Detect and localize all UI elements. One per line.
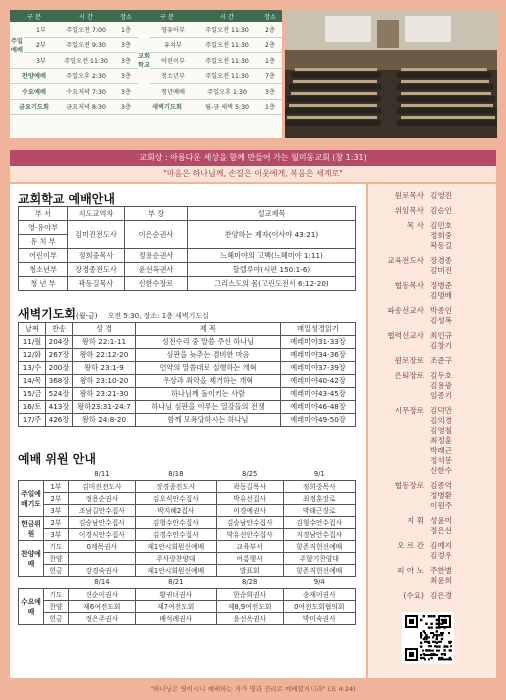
duty-row: [19, 516, 356, 528]
church-motto: "마음은 하나님께, 손길은 이웃에게, 복음은 세계로": [10, 166, 496, 182]
dawn-bible: 왕하 23:1-9: [73, 362, 136, 375]
schedule-place: 7층: [258, 68, 282, 84]
dawn-read: 예레미야34-36장: [281, 349, 356, 362]
duty-date: 8/18: [168, 469, 184, 478]
dawn-bible: 왕하23:31-24:7: [73, 401, 136, 414]
schedule-place: 3층: [114, 53, 138, 69]
schedule-header: 구 분: [10, 10, 58, 22]
staff-name: 박종인: [430, 306, 453, 315]
dawn-title: 성전수리 중 말씀 주신 하나님: [136, 336, 281, 349]
staff-role: 협동목사: [394, 281, 424, 290]
duty-name: 박래근장로: [283, 504, 355, 516]
duty-name: 한순희권사: [216, 588, 283, 600]
qr-code[interactable]: [402, 612, 454, 664]
duty-group: 수요예배: [19, 588, 44, 624]
schedule-time: 주일오후 2:30: [58, 68, 114, 84]
staff-name: 최정훈: [430, 436, 453, 445]
dawn-header: 찬송: [46, 323, 73, 336]
schedule-row: [10, 99, 282, 115]
staff-role: 지 휘: [406, 516, 424, 525]
sanctuary-photo: [285, 10, 497, 138]
staff-role: 교육전도사: [387, 256, 424, 265]
staff-name: 최윤희: [430, 576, 453, 585]
schedule-part: 어린이부: [150, 53, 196, 69]
staff-role: 목 사: [406, 221, 424, 230]
duty-name: 이경식안수집사: [69, 528, 136, 540]
duty-row: [19, 588, 356, 600]
schedule-place: 3층: [114, 99, 138, 115]
school-dept: 청 년 부: [19, 277, 68, 291]
schedule-time: 주일오전 11:30: [196, 68, 258, 84]
dawn-title-suffix: (월-금): [75, 312, 98, 320]
staff-name: 김예지: [430, 541, 453, 550]
duty-date: 8/25: [242, 469, 258, 478]
dawn-title: 우상과 죄악을 제거하는 개혁: [136, 375, 281, 388]
schedule-part: 유치부: [150, 37, 196, 53]
schedule-time: 주일오전 11:30: [196, 53, 258, 69]
staff-name: 임종기: [430, 391, 453, 400]
dawn-hymn: 368장: [46, 375, 73, 388]
schedule-header: 시 간: [58, 10, 114, 22]
dawn-title-text: 새벽기도회: [18, 307, 76, 321]
duty-name: 정용순권사: [69, 492, 136, 504]
staff-name: 김승인: [430, 206, 453, 215]
dawn-row: [19, 362, 356, 375]
duty-name: 항존직헌신예배: [283, 564, 355, 576]
school-dept: 어린이부: [19, 249, 68, 263]
staff-name: 김영진: [430, 191, 453, 200]
duty-name: 조남길안수집사: [69, 504, 136, 516]
dawn-notice: 오전 5:30, 장소: 1층 새벽기도실: [107, 312, 209, 320]
school-header: 부 서: [19, 207, 68, 221]
school-table: [18, 206, 356, 291]
staff-name: 정은선: [430, 526, 453, 535]
duty-name: 김경수안수집사: [135, 528, 216, 540]
staff-role: 원로장로: [394, 356, 424, 365]
dawn-row: [19, 401, 356, 414]
duty-part: 기도: [44, 540, 69, 552]
duty-name: 정은주권사: [69, 612, 136, 624]
duty-name: 강경숙권사: [69, 564, 136, 576]
staff-role: 오 르 간: [397, 541, 424, 550]
school-dept: 청소년부: [19, 263, 68, 277]
school-head: 윤선옥권사: [125, 263, 188, 277]
dawn-hymn: 426장: [46, 414, 73, 427]
school-row: [19, 249, 356, 263]
dawn-header: 매일성경읽기: [281, 323, 356, 336]
duty-group: 찬양예배: [19, 540, 44, 576]
church-theme-bar: [10, 150, 496, 166]
schedule-category: 수요예배: [10, 84, 58, 100]
staff-role: 시무장로: [394, 406, 424, 415]
duty-table: [18, 468, 356, 625]
duty-name: 신순이권사: [69, 588, 136, 600]
dawn-bible: 왕하 22:1-11: [73, 336, 136, 349]
school-sermon: 느헤미야의 고백(느헤미야 1:11): [188, 249, 356, 263]
duty-name: 박지혜2집사: [135, 504, 216, 516]
dawn-row: [19, 349, 356, 362]
dawn-read: 예레미야37-39장: [281, 362, 356, 375]
staff-name: 정병준: [430, 281, 453, 290]
duty-name: 제8,9여전도회: [216, 600, 283, 612]
duty-name: 박미숙권사: [283, 612, 355, 624]
dawn-header: 성 경: [73, 323, 136, 336]
dawn-date: 17/주: [19, 414, 46, 427]
duty-name: 제6여전도회: [69, 600, 136, 612]
dawn-hymn: 413장: [46, 401, 73, 414]
duty-name: 이경예권사: [216, 504, 283, 516]
duty-part: 2부: [44, 516, 69, 528]
school-header: 설교제목: [188, 207, 356, 221]
school-head: 정용순권사: [125, 249, 188, 263]
staff-role: 원로목사: [394, 191, 424, 200]
schedule-place: 3층: [114, 84, 138, 100]
duty-name: 김미진전도사: [69, 480, 136, 492]
dawn-hymn: 524장: [46, 388, 73, 401]
staff-name: 정병환: [430, 491, 453, 500]
dawn-read: 예레미야31-33장: [281, 336, 356, 349]
school-title: 교회학교 예배안내: [18, 192, 115, 206]
staff-name: 정석봉: [430, 456, 453, 465]
school-head: 신한수장로: [125, 277, 188, 291]
duty-row: [19, 564, 356, 576]
schedule-place: 2층: [258, 37, 282, 53]
schedule-category: 금요기도회: [10, 99, 58, 115]
duty-part: 3부: [44, 528, 69, 540]
duty-name: 황귀녀권사: [135, 588, 216, 600]
staff-name: 주한별: [430, 566, 453, 575]
staff-name: 김종억: [430, 481, 453, 490]
duty-date: 8/21: [168, 578, 184, 586]
schedule-part: 1부: [24, 22, 58, 37]
duty-date: 8/28: [242, 578, 258, 586]
duty-date: 8/11: [94, 469, 110, 478]
dawn-date: 15/금: [19, 388, 46, 401]
duty-part: 3부: [44, 504, 69, 516]
duty-date-row: [19, 576, 356, 588]
staff-role: 협력선교사: [387, 331, 424, 340]
duty-name: 제1안시회원신예배: [135, 540, 216, 552]
school-header: 부 장: [125, 207, 188, 221]
dawn-title: 하나님 심판을 이루는 열강들의 전쟁: [136, 401, 281, 414]
duty-name: 김오식안수집사: [135, 492, 216, 504]
duty-title: 예배 위원 안내: [18, 452, 96, 466]
duty-row: [19, 600, 356, 612]
dawn-bible: 왕하 23:10-20: [73, 375, 136, 388]
schedule-place: 3층: [114, 68, 138, 84]
staff-name: 김성복: [430, 316, 453, 325]
duty-name: 송재이권사: [283, 588, 355, 600]
schedule-time: 주일오전 7:00: [58, 22, 114, 37]
dawn-row: [19, 375, 356, 388]
staff-name: 김의경: [430, 416, 453, 425]
school-dept: 영·유아부: [19, 221, 68, 235]
dawn-header: 날짜: [19, 323, 46, 336]
duty-date-row: [19, 468, 356, 480]
schedule-time: 주일오전 9:30: [58, 37, 114, 53]
staff-name: 김창기: [430, 341, 453, 350]
dawn-row: [19, 414, 356, 427]
duty-date: 9/1: [313, 469, 325, 478]
staff-name: 김은경: [430, 591, 453, 600]
duty-name: 여름행사: [216, 552, 283, 564]
dawn-table: [18, 322, 356, 427]
school-pastor: 장경종전도사: [68, 263, 125, 277]
school-header: 지도교역자: [68, 207, 125, 221]
duty-name: 제1안시회원신예배: [135, 564, 216, 576]
school-dept: 유 치 부: [19, 235, 68, 249]
duty-name: 김형수안수집사: [135, 516, 216, 528]
school-pastor: 김미진전도사: [68, 221, 125, 249]
schedule-place: 3층: [258, 84, 282, 100]
duty-name: 지경남안수집사: [283, 528, 355, 540]
schedule-time: 금요저녁 8:30: [58, 99, 114, 115]
staff-panel: [368, 184, 496, 678]
dawn-date: 11/월: [19, 336, 46, 349]
dawn-title: [18, 305, 209, 322]
duty-name: 배석례권사: [135, 612, 216, 624]
duty-part: 2부: [44, 492, 69, 504]
schedule-place: 2층: [258, 22, 282, 37]
duty-name: 김승남안수집사: [69, 516, 136, 528]
dawn-title: 하나님께 돌이키는 사람: [136, 388, 281, 401]
staff-name: 김명배: [430, 291, 453, 300]
duty-name: 주사랑찬양대: [135, 552, 216, 564]
dawn-hymn: 204장: [46, 336, 73, 349]
dawn-bible: 왕하 24:8-20: [73, 414, 136, 427]
duty-name: 김승남안수집사: [216, 516, 283, 528]
schedule-header: 장소: [258, 10, 282, 22]
schedule-group: 교회학교: [138, 22, 150, 99]
duty-name: 항존직헌신예배: [283, 540, 355, 552]
school-row: [19, 263, 356, 277]
dawn-title: 심판을 늦추는 겸비한 마음: [136, 349, 281, 362]
church-theme-ref: (창 1:31): [332, 153, 367, 162]
staff-name: 김두호: [430, 371, 453, 380]
school-row: [19, 221, 356, 235]
staff-role: 은퇴장로: [394, 371, 424, 380]
school-sermon: 찬양하는 제자(이사야 43:21): [188, 221, 356, 249]
duty-group: 헌금위원: [19, 516, 44, 540]
staff-name: 장경종: [430, 256, 453, 265]
dawn-title: 함께 모욕당하시는 하나님: [136, 414, 281, 427]
duty-name: 박유선안수집사: [216, 528, 283, 540]
dawn-hymn: 267장: [46, 349, 73, 362]
staff-name: 신한수: [430, 466, 453, 475]
duty-name: 김형수안수집사: [283, 516, 355, 528]
duty-name: 0계목권사: [69, 540, 136, 552]
schedule-part: 영유아부: [150, 22, 196, 37]
dawn-hymn: 200장: [46, 362, 73, 375]
schedule-category: 주일예배: [10, 22, 24, 68]
dawn-read: 예레미야43-45장: [281, 388, 356, 401]
schedule-header: 장소: [114, 10, 138, 22]
duty-date: 9/4: [313, 578, 325, 586]
schedule-row: [10, 22, 282, 37]
duty-name: 박유선집사: [216, 492, 283, 504]
schedule-part: 청소년부: [150, 68, 196, 84]
duty-name: [69, 552, 136, 564]
schedule-place: 1층: [114, 22, 138, 37]
dawn-title: 언약의 말씀대로 실행하는 개혁: [136, 362, 281, 375]
schedule-place: 1층: [258, 99, 282, 115]
schedule-part: 새벽기도회: [138, 99, 196, 115]
staff-name: 최인규: [430, 331, 453, 340]
duty-name: 장경종전도사: [135, 480, 216, 492]
dawn-header: 제 목: [136, 323, 281, 336]
duty-name: 곽동길목사: [216, 480, 283, 492]
duty-row: [19, 612, 356, 624]
staff-name: 곽동길: [430, 241, 453, 250]
duty-group: 주일예배기도: [19, 480, 44, 516]
duty-part: 기도: [44, 588, 69, 600]
schedule-time: 주일오후 1:30: [196, 84, 258, 100]
staff-role: 피 아 노: [397, 566, 424, 575]
school-sermon: 그리스도의 몸(고린도전서 6:12-20): [188, 277, 356, 291]
duty-part: 찬양: [44, 600, 69, 612]
staff-role: 파송선교사: [387, 306, 424, 315]
duty-name: 0여전도회협의회: [283, 600, 355, 612]
staff-name: 김영철: [430, 426, 453, 435]
schedule-time: 수요저녁 7:30: [58, 84, 114, 100]
school-pastor: 정희중목사: [68, 249, 125, 263]
staff-role: 협동장로: [394, 481, 424, 490]
dawn-read: 예레미야46-48장: [281, 401, 356, 414]
duty-part: 1부: [44, 480, 69, 492]
dawn-date: 14/목: [19, 375, 46, 388]
duty-date: 8/14: [94, 578, 110, 586]
duty-row: [19, 528, 356, 540]
duty-name: 최정훈장로: [283, 492, 355, 504]
worship-schedule-table: [10, 10, 282, 115]
staff-name: 성윤미: [430, 516, 453, 525]
staff-role: 위임목사: [394, 206, 424, 215]
staff-name: 김정우: [430, 551, 453, 560]
duty-name: 발표회: [216, 564, 283, 576]
schedule-place: 1층: [258, 53, 282, 69]
duty-row: [19, 480, 356, 492]
dawn-row: [19, 388, 356, 401]
duty-corner: [19, 576, 69, 588]
staff-name: 김용광: [430, 381, 453, 390]
schedule-header: 시 간: [196, 10, 258, 22]
staff-name: 조준구: [430, 356, 453, 365]
schedule-time: 주일오전 11:30: [196, 37, 258, 53]
duty-name: 윤선옥권사: [216, 612, 283, 624]
schedule-header: 구 분: [138, 10, 196, 22]
staff-name: 김미진: [430, 266, 453, 275]
school-pastor: 곽동길목사: [68, 277, 125, 291]
duty-corner: [19, 468, 69, 480]
staff-name: 김민호: [430, 221, 453, 230]
schedule-part: 3부: [24, 53, 58, 69]
schedule-place: 3층: [114, 37, 138, 53]
schedule-part: 2부: [24, 37, 58, 53]
duty-row: [19, 492, 356, 504]
duty-part: 헌금: [44, 612, 69, 624]
dawn-bible: 왕하 22:12-20: [73, 349, 136, 362]
dawn-date: 13/수: [19, 362, 46, 375]
duty-name: 정희중목사: [283, 480, 355, 492]
staff-name: 박래근: [430, 446, 453, 455]
dawn-read: 예레미야40-42장: [281, 375, 356, 388]
school-sermon: 할렐루야(시편 150:1-6): [188, 263, 356, 277]
duty-row: [19, 540, 356, 552]
school-head: 이은순권사: [125, 221, 188, 249]
staff-role: (수요): [403, 591, 424, 600]
church-theme: 교회상 : 아름다운 세상을 함께 만들어 가는 월미동교회: [139, 153, 330, 162]
dawn-row: [19, 336, 356, 349]
worship-schedule: [10, 10, 282, 138]
duty-part: 헌금: [44, 564, 69, 576]
duty-row: [19, 552, 356, 564]
dawn-date: 16/토: [19, 401, 46, 414]
dawn-date: 12/화: [19, 349, 46, 362]
schedule-part: 청년예배: [150, 84, 196, 100]
staff-name: 이원주: [430, 501, 453, 510]
staff-name: 김덕만: [430, 406, 453, 415]
footer-verse: "하나님은 영이시니 예배하는 자가 영과 진리로 예배할지니라" (요 4:24): [150, 685, 356, 693]
duty-row: [19, 504, 356, 516]
schedule-time: 주일오전 11:30: [196, 22, 258, 37]
schedule-category: 찬양예배: [10, 68, 58, 84]
staff-name: 정희중: [430, 231, 453, 240]
duty-name: 제7여전도회: [135, 600, 216, 612]
school-row: [19, 277, 356, 291]
duty-name: 교육부서: [216, 540, 283, 552]
duty-part: 찬양: [44, 552, 69, 564]
schedule-time: 주일오전 11:30: [58, 53, 114, 69]
duty-name: 주향기찬양대: [283, 552, 355, 564]
schedule-time: 월-금 새벽 5:30: [196, 99, 258, 115]
dawn-bible: 왕하 23:21-30: [73, 388, 136, 401]
dawn-read: 예레미야49-50장: [281, 414, 356, 427]
